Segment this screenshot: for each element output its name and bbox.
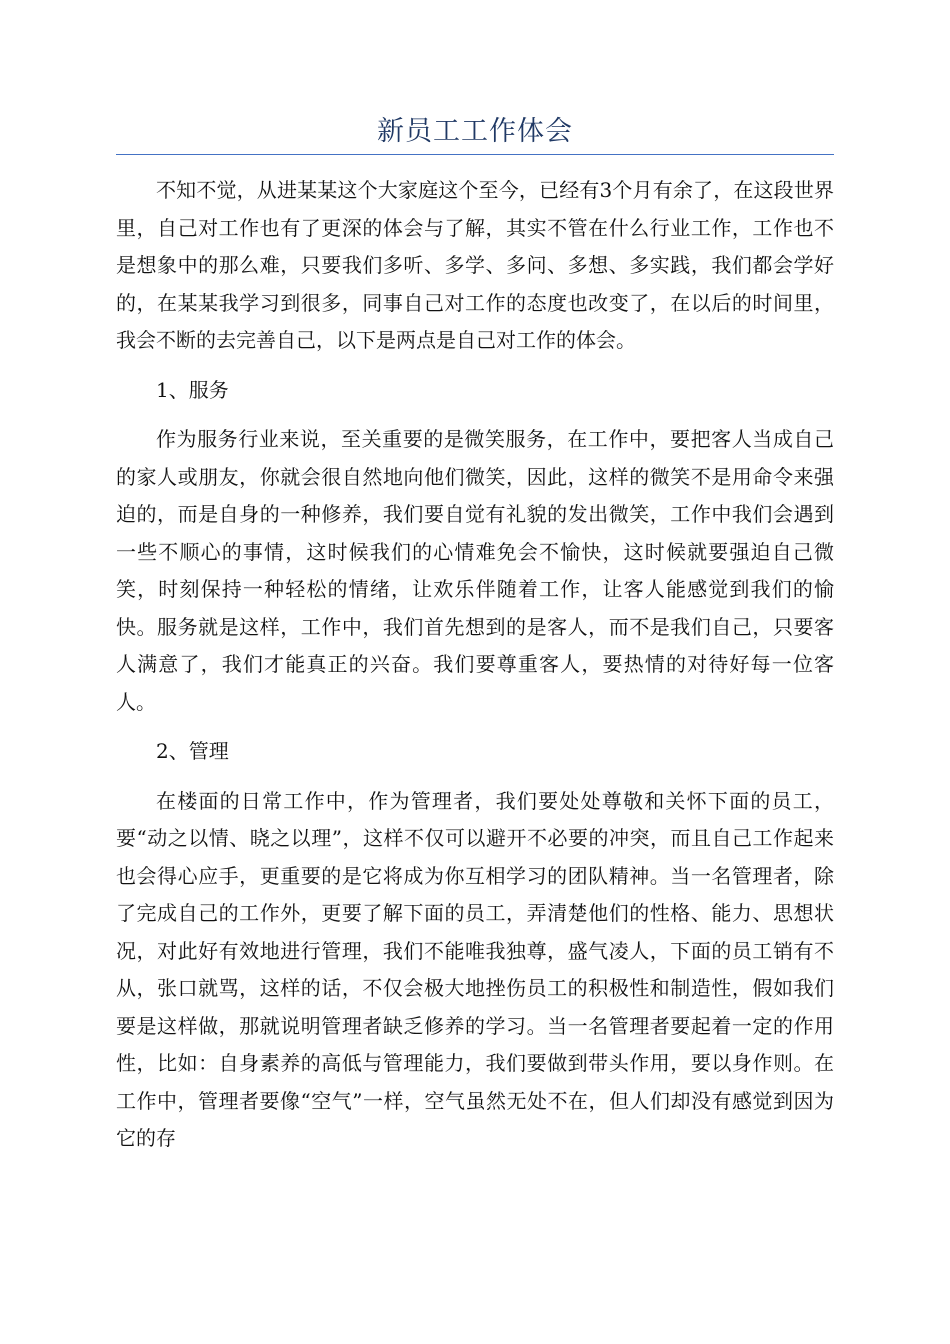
section-text-service: 作为服务行业来说，至关重要的是微笑服务，在工作中，要把客人当成自己的家人或朋友，你就会很自然地向他们微笑，因此，这样的微笑不是用命令来强迫的，而是自身的一种修养，我们要自觉有礼貌的发出微笑，工作中我们会遇到一些不顺心的事情，这时候我们的心情难免会不愉快，这时候就要强迫自己微笑，时刻保持一种轻松的情绪，让欢乐伴随着工作，让客人能感觉到我们的愉快。服务就是这样，工作中，我们首先想到的是客人，而不是我们自己，只要客人满意了，我们才能真正的兴奋。我们要尊重客人，要热情的对待好每一位客人。 bbox=[116, 427, 834, 714]
section-heading-service: 1、服务 bbox=[156, 377, 229, 402]
intro-paragraph: 不知不觉，从进某某这个大家庭这个至今，已经有3个月有余了，在这段世界里，自己对工作也有了更深的体会与了解，其实不管在什么行业工作，工作也不是想象中的那么难，只要我们多听、多学、多问、多想、多实践，我们都会学好的，在某某我学习到很多，同事自己对工作的态度也改变了，在以后的时间里，我会不断的去完善自己，以下是两点是自己对工作的体会。 bbox=[116, 178, 834, 352]
document-body bbox=[116, 172, 834, 1170]
document-title: 新员工工作体会 bbox=[377, 116, 573, 147]
section-text-management: 在楼面的日常工作中，作为管理者，我们要处处尊敬和关怀下面的员工，要“动之以情、晓之以理”，这样不仅可以避开不必要的冲突，而且自己工作起来也会得心应手，更重要的是它将成为你互相学习的团队精神。当一名管理者，除了完成自己的工作外，更要了解下面的员工，弄清楚他们的性格、能力、思想状况，对此好有效地进行管理，我们不能唯我独尊，盛气凌人，下面的员工销有不从，张口就骂，这样的话，不仅会极大地挫伤员工的积极性和制造性，假如我们要是这样做，那就说明管理者缺乏修养的学习。当一名管理者要起着一定的作用性，比如：自身素养的高低与管理能力，我们要做到带头作用，要以身作则。在工作中，管理者要像“空气”一样，空气虽然无处不在，但人们却没有感觉到因为它的存 bbox=[116, 788, 834, 1150]
title-underline bbox=[116, 154, 834, 155]
section-heading-management: 2、管理 bbox=[156, 739, 229, 763]
